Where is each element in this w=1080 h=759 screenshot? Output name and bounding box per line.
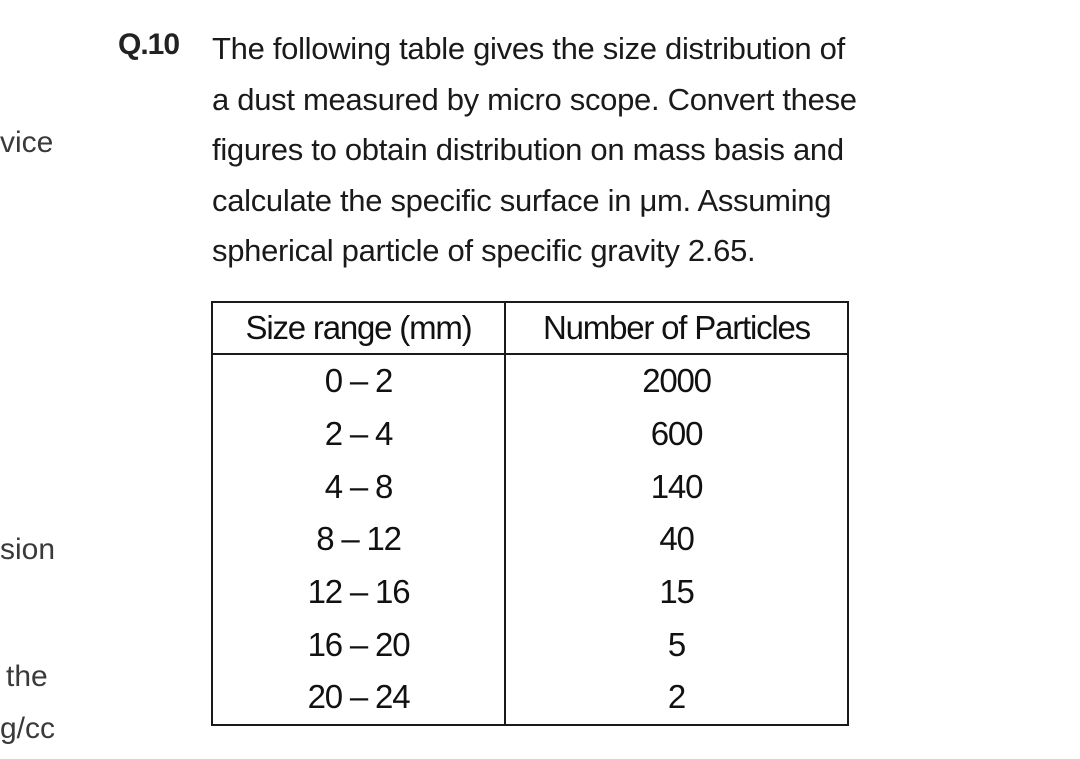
size-range-cell: 4 – 8 <box>212 460 505 513</box>
size-range-cell: 2 – 4 <box>212 408 505 461</box>
size-range-cell: 8 – 12 <box>212 513 505 566</box>
table-row <box>212 460 848 513</box>
margin-fragment: sion <box>0 533 56 566</box>
column-header-number-of-particles: Number of Particles <box>505 302 848 354</box>
question-number: Q.10 <box>118 28 180 61</box>
particle-count-cell: 2000 <box>505 354 848 408</box>
particle-count-cell: 15 <box>505 566 848 619</box>
question-line: figures to obtain distribution on mass basis and <box>212 132 844 167</box>
size-distribution-table <box>211 301 849 726</box>
particle-count-cell: 140 <box>505 460 848 513</box>
question-line: a dust measured by micro scope. Convert these <box>212 81 857 117</box>
size-range-cell: 12 – 16 <box>212 566 505 619</box>
question-text <box>212 24 972 277</box>
column-header-size-range: Size range (mm) <box>212 302 505 354</box>
table-row <box>212 513 848 566</box>
particle-count-cell: 2 <box>505 671 848 725</box>
table-row <box>212 354 848 408</box>
particle-count-cell: 40 <box>505 513 848 566</box>
margin-fragment: the <box>6 660 48 693</box>
margin-fragment: vice <box>0 126 54 159</box>
table-row <box>212 408 848 461</box>
table-header-row <box>212 302 848 354</box>
table-row <box>212 618 848 671</box>
table-row <box>212 566 848 619</box>
question-line: The following table gives the size distribution of <box>212 31 845 66</box>
size-range-cell: 16 – 20 <box>212 618 505 671</box>
particle-count-cell: 600 <box>505 408 848 461</box>
size-range-cell: 20 – 24 <box>212 671 505 725</box>
question-line: calculate the specific surface in μm. Assuming <box>212 182 832 218</box>
question-line: spherical particle of specific gravity 2.65. <box>212 233 756 268</box>
table-row <box>212 671 848 725</box>
margin-fragment: g/cc <box>0 712 56 745</box>
particle-count-cell: 5 <box>505 618 848 671</box>
size-range-cell: 0 – 2 <box>212 354 505 408</box>
